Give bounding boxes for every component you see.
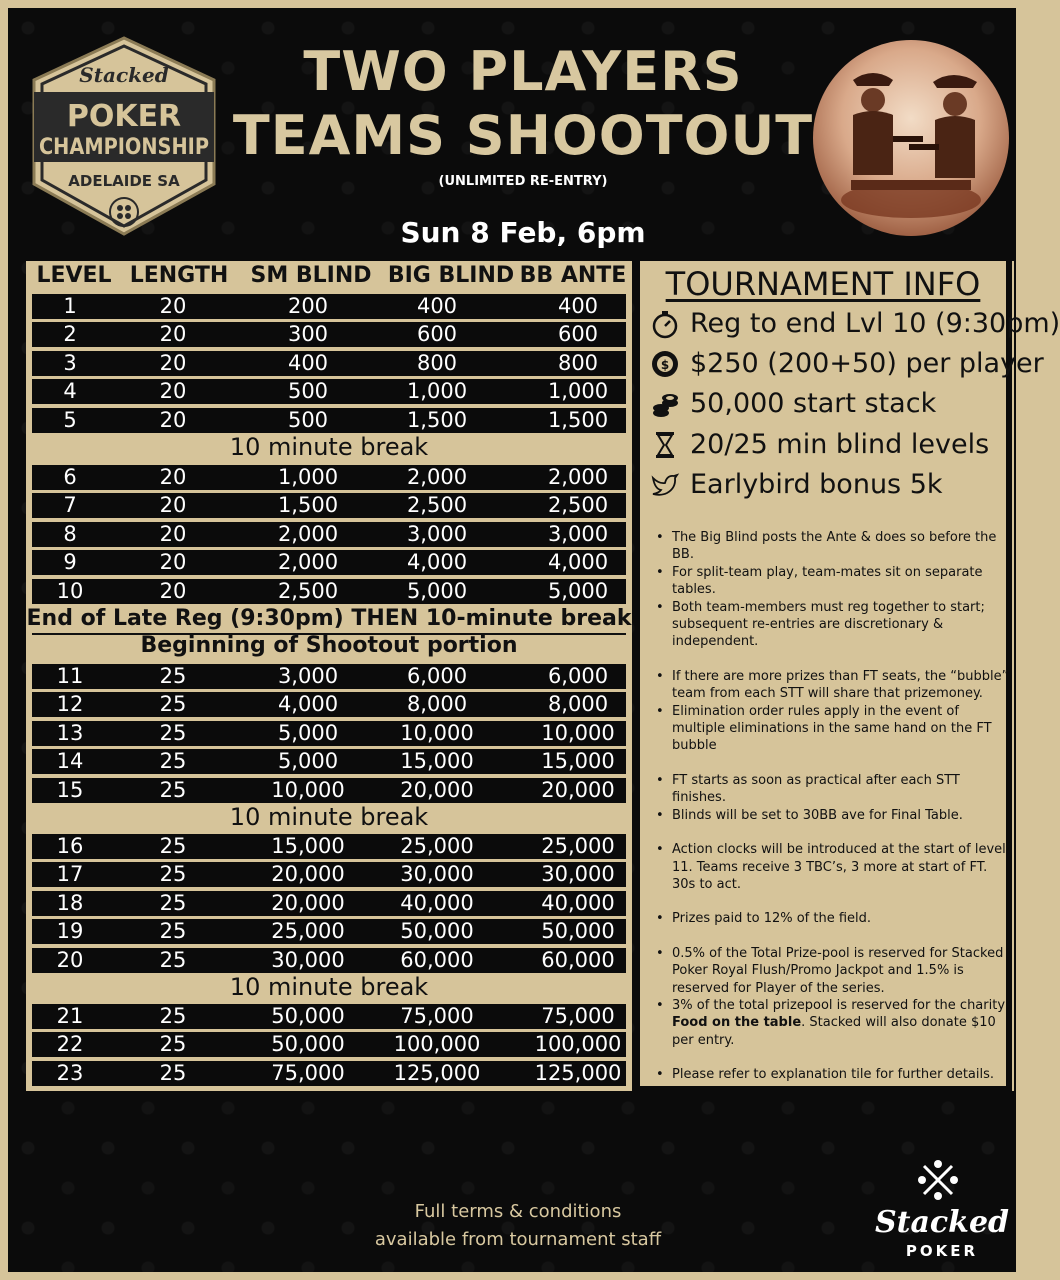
- note-item: • Elimination order rules apply in the event of multiple eliminations in the same hand on the FT bubble: [664, 703, 1010, 755]
- cell-length: 20: [159, 408, 187, 432]
- cell-bb-ante: 2,000: [547, 465, 609, 489]
- note-item: • If there are more prizes than FT seats, the “bubble” team from each STT will share that prizemoney.: [664, 668, 1010, 703]
- cell-bb-ante: 15,000: [541, 749, 615, 773]
- cell-bb-ante: 30,000: [541, 862, 615, 886]
- title-line-2: TEAMS SHOOTOUT: [232, 104, 814, 167]
- table-row: [32, 379, 626, 404]
- svg-text:POKER: POKER: [905, 1242, 979, 1260]
- header-bb-ante: BB ANTE: [519, 263, 627, 288]
- note-text: . Stacked will also donate $10 per entry.: [672, 1015, 996, 1048]
- cell-bb-ante: 6,000: [547, 664, 609, 688]
- cell-level: 15: [56, 778, 84, 802]
- cell-length: 20: [159, 465, 187, 489]
- cell-level: 17: [56, 862, 84, 886]
- cell-sm-blind: 300: [287, 322, 329, 346]
- svg-text:Stacked: Stacked: [79, 63, 169, 87]
- cell-big-blind: 10,000: [400, 721, 474, 745]
- header-sm-blind: SM BLIND: [250, 263, 372, 288]
- table-row: [32, 1004, 626, 1029]
- cell-big-blind: 100,000: [393, 1032, 481, 1056]
- cell-bb-ante: 8,000: [547, 692, 609, 716]
- cell-bb-ante: 1,500: [547, 408, 609, 432]
- table-row: [32, 919, 626, 944]
- cell-sm-blind: 500: [287, 379, 329, 403]
- table-row: [32, 749, 626, 774]
- table-row: [32, 1061, 626, 1086]
- cell-sm-blind: 50,000: [271, 1032, 345, 1056]
- svg-text:ADELAIDE SA: ADELAIDE SA: [68, 172, 180, 190]
- cell-level: 8: [63, 522, 77, 546]
- info-item-levels: [650, 426, 1010, 464]
- footer-line-2: available from tournament staff: [374, 1229, 662, 1250]
- cell-big-blind: 3,000: [406, 522, 468, 546]
- cell-sm-blind: 10,000: [271, 778, 345, 802]
- cell-level: 19: [56, 919, 84, 943]
- note-item: • For split-team play, team-mates sit on separate tables.: [664, 564, 1010, 599]
- cell-sm-blind: 5,000: [277, 721, 339, 745]
- cell-sm-blind: 2,000: [277, 550, 339, 574]
- cell-length: 20: [159, 379, 187, 403]
- charity-name: Food on the table: [672, 1015, 802, 1031]
- cell-length: 25: [159, 721, 187, 745]
- cell-big-blind: 40,000: [400, 891, 474, 915]
- info-item-earlybird: [650, 466, 1010, 504]
- bird-icon: [650, 470, 680, 500]
- cell-sm-blind: 2,500: [277, 579, 339, 603]
- info-item-text: Reg to end Lvl 10 (9:30pm): [690, 308, 1060, 339]
- cell-length: 25: [159, 778, 187, 802]
- cell-length: 20: [159, 550, 187, 574]
- break-label: 10 minute break: [229, 973, 429, 1001]
- cell-length: 20: [159, 522, 187, 546]
- cell-big-blind: 4,000: [406, 550, 468, 574]
- note-item: • Both team-members must reg together to start; subsequent re-entries are discretionary & independent.: [664, 599, 1010, 651]
- cell-bb-ante: 125,000: [534, 1061, 622, 1085]
- cell-big-blind: 5,000: [406, 579, 468, 603]
- cell-bb-ante: 4,000: [547, 550, 609, 574]
- note-item-charity: [664, 997, 1010, 1049]
- cell-sm-blind: 200: [287, 294, 329, 318]
- cell-sm-blind: 25,000: [271, 919, 345, 943]
- tournament-rules-notes: [650, 529, 1010, 1084]
- header-length: LENGTH: [129, 263, 229, 288]
- cell-sm-blind: 30,000: [271, 948, 345, 972]
- cell-sm-blind: 5,000: [277, 749, 339, 773]
- cell-level: 12: [56, 692, 84, 716]
- tournament-info-panel: [640, 261, 1060, 1091]
- cell-sm-blind: 50,000: [271, 1004, 345, 1028]
- table-row: [32, 721, 626, 746]
- table-row: [32, 834, 626, 859]
- svg-text:$: $: [660, 358, 670, 372]
- cell-bb-ante: 25,000: [541, 834, 615, 858]
- cell-big-blind: 15,000: [400, 749, 474, 773]
- cell-length: 20: [159, 351, 187, 375]
- cell-big-blind: 125,000: [393, 1061, 481, 1085]
- header-level: LEVEL: [36, 263, 112, 288]
- cell-level: 3: [63, 351, 77, 375]
- cell-bb-ante: 75,000: [541, 1004, 615, 1028]
- dollar-chip-icon: [650, 349, 680, 379]
- cell-level: 16: [56, 834, 84, 858]
- cell-level: 5: [63, 408, 77, 432]
- cell-sm-blind: 20,000: [271, 891, 345, 915]
- table-row: [32, 351, 626, 376]
- cell-length: 20: [159, 322, 187, 346]
- cell-sm-blind: 1,500: [277, 493, 339, 517]
- table-row: [32, 891, 626, 916]
- cell-length: 20: [159, 493, 187, 517]
- cell-level: 18: [56, 891, 84, 915]
- info-item-text: 50,000 start stack: [690, 388, 937, 419]
- table-header: [26, 261, 632, 291]
- table-row: [32, 294, 626, 319]
- cell-big-blind: 8,000: [406, 692, 468, 716]
- cell-bb-ante: 3,000: [547, 522, 609, 546]
- note-item: • The Big Blind posts the Ante & does so before the BB.: [664, 529, 1010, 564]
- cell-level: 4: [63, 379, 77, 403]
- cell-sm-blind: 15,000: [271, 834, 345, 858]
- note-item: • Prizes paid to 12% of the field.: [664, 910, 1010, 927]
- table-row: [32, 579, 626, 604]
- table-row: [32, 322, 626, 347]
- late-reg-break-label: End of Late Reg (9:30pm) THEN 10-minute break: [26, 606, 632, 631]
- cell-level: 14: [56, 749, 84, 773]
- cell-length: 25: [159, 749, 187, 773]
- cell-bb-ante: 40,000: [541, 891, 615, 915]
- cell-big-blind: 800: [416, 351, 458, 375]
- cell-big-blind: 25,000: [400, 834, 474, 858]
- cell-level: 9: [63, 550, 77, 574]
- cell-sm-blind: 75,000: [271, 1061, 345, 1085]
- table-row: [32, 664, 626, 689]
- info-title: TOURNAMENT INFO: [665, 265, 981, 303]
- cell-bb-ante: 60,000: [541, 948, 615, 972]
- cell-level: 7: [63, 493, 77, 517]
- cell-bb-ante: 1,000: [547, 379, 609, 403]
- cell-big-blind: 30,000: [400, 862, 474, 886]
- table-row: [32, 493, 626, 518]
- header-big-blind: BIG BLIND: [387, 263, 515, 288]
- info-item-text: 20/25 min blind levels: [690, 429, 990, 460]
- info-item-text: Earlybird bonus 5k: [690, 469, 943, 500]
- cell-level: 20: [56, 948, 84, 972]
- cell-length: 20: [159, 294, 187, 318]
- cell-length: 25: [159, 834, 187, 858]
- note-item: • Blinds will be set to 30BB ave for Final Table.: [664, 807, 1010, 824]
- cell-sm-blind: 1,000: [277, 465, 339, 489]
- break-label: 10 minute break: [229, 433, 429, 461]
- cell-sm-blind: 500: [287, 408, 329, 432]
- shootout-label: Beginning of Shootout portion: [140, 633, 518, 658]
- note-text: 3% of the total prizepool is reserved for the charity: [672, 997, 1006, 1013]
- cell-big-blind: 50,000: [400, 919, 474, 943]
- cell-level: 11: [56, 664, 84, 688]
- cell-length: 25: [159, 891, 187, 915]
- championship-logo: [28, 34, 220, 238]
- subtitle: (UNLIMITED RE-ENTRY): [438, 174, 608, 189]
- cell-big-blind: 1,000: [406, 379, 468, 403]
- footer-line-1: Full terms & conditions: [414, 1201, 622, 1222]
- info-item-buyin: [650, 345, 1044, 383]
- table-row: [32, 948, 626, 973]
- cell-bb-ante: 50,000: [541, 919, 615, 943]
- cell-sm-blind: 4,000: [277, 692, 339, 716]
- poster-background: [8, 8, 1060, 1272]
- cell-big-blind: 6,000: [406, 664, 468, 688]
- svg-text:POKER: POKER: [66, 99, 182, 134]
- cell-length: 25: [159, 664, 187, 688]
- cell-sm-blind: 20,000: [271, 862, 345, 886]
- cell-level: 1: [63, 294, 77, 318]
- note-item: • Please refer to explanation tile for further details.: [664, 1066, 1010, 1083]
- cell-level: 23: [56, 1061, 84, 1085]
- cell-sm-blind: 2,000: [277, 522, 339, 546]
- event-date: Sun 8 Feb, 6pm: [400, 216, 646, 249]
- table-row: [32, 408, 626, 433]
- cell-length: 25: [159, 919, 187, 943]
- stopwatch-icon: [650, 309, 680, 339]
- hourglass-icon: [650, 430, 680, 460]
- cell-big-blind: 1,500: [406, 408, 468, 432]
- table-row: [32, 1032, 626, 1057]
- cell-big-blind: 20,000: [400, 778, 474, 802]
- svg-text:CHAMPIONSHIP: CHAMPIONSHIP: [39, 135, 209, 160]
- cell-big-blind: 2,000: [406, 465, 468, 489]
- note-item: • FT starts as soon as practical after each STT finishes.: [664, 772, 1010, 807]
- cell-big-blind: 60,000: [400, 948, 474, 972]
- cell-length: 25: [159, 862, 187, 886]
- cell-bb-ante: 5,000: [547, 579, 609, 603]
- note-item: • Action clocks will be introduced at the start of level 11. Teams receive 3 TBC’s, 3 more at start of FT. 30s to act.: [664, 841, 1010, 893]
- cell-level: 13: [56, 721, 84, 745]
- cell-length: 25: [159, 1061, 187, 1085]
- cell-bb-ante: 600: [557, 322, 599, 346]
- cell-bb-ante: 20,000: [541, 778, 615, 802]
- cell-level: 22: [56, 1032, 84, 1056]
- table-row: [32, 692, 626, 717]
- cell-big-blind: 400: [416, 294, 458, 318]
- cell-bb-ante: 10,000: [541, 721, 615, 745]
- svg-text:Stacked: Stacked: [874, 1205, 1010, 1240]
- table-row: [32, 550, 626, 575]
- footer-terms: [278, 1198, 758, 1254]
- cell-big-blind: 75,000: [400, 1004, 474, 1028]
- cell-big-blind: 2,500: [406, 493, 468, 517]
- cell-level: 10: [56, 579, 84, 603]
- table-row: [32, 522, 626, 547]
- cell-level: 2: [63, 322, 77, 346]
- table-row: [32, 778, 626, 803]
- stacked-poker-logo: [870, 1158, 1020, 1268]
- cell-bb-ante: 400: [557, 294, 599, 318]
- title-line-1: TWO PLAYERS: [303, 40, 743, 103]
- cell-big-blind: 600: [416, 322, 458, 346]
- cell-sm-blind: 400: [287, 351, 329, 375]
- info-item-stack: [650, 385, 1010, 423]
- chip-stack-icon: [650, 389, 680, 419]
- cell-length: 25: [159, 1004, 187, 1028]
- cell-length: 25: [159, 948, 187, 972]
- cell-bb-ante: 2,500: [547, 493, 609, 517]
- info-item-registration: [650, 305, 1060, 343]
- info-box: [640, 261, 1060, 1092]
- break-label: 10 minute break: [229, 803, 429, 831]
- cowboys-poker-illustration: [813, 40, 1009, 236]
- cell-length: 25: [159, 692, 187, 716]
- info-item-text: $250 (200+50) per player: [690, 348, 1044, 379]
- note-item: • 0.5% of the Total Prize-pool is reserved for Stacked Poker Royal Flush/Promo Jackpot and 1.5% is reserved for Player of the series.: [664, 945, 1010, 997]
- table-row: [32, 862, 626, 887]
- cell-sm-blind: 3,000: [277, 664, 339, 688]
- cell-bb-ante: 800: [557, 351, 599, 375]
- cell-bb-ante: 100,000: [534, 1032, 622, 1056]
- cell-length: 25: [159, 1032, 187, 1056]
- cell-level: 6: [63, 465, 77, 489]
- cell-length: 20: [159, 579, 187, 603]
- cell-level: 21: [56, 1004, 84, 1028]
- table-row: [32, 465, 626, 490]
- blind-schedule-table: [26, 261, 632, 1091]
